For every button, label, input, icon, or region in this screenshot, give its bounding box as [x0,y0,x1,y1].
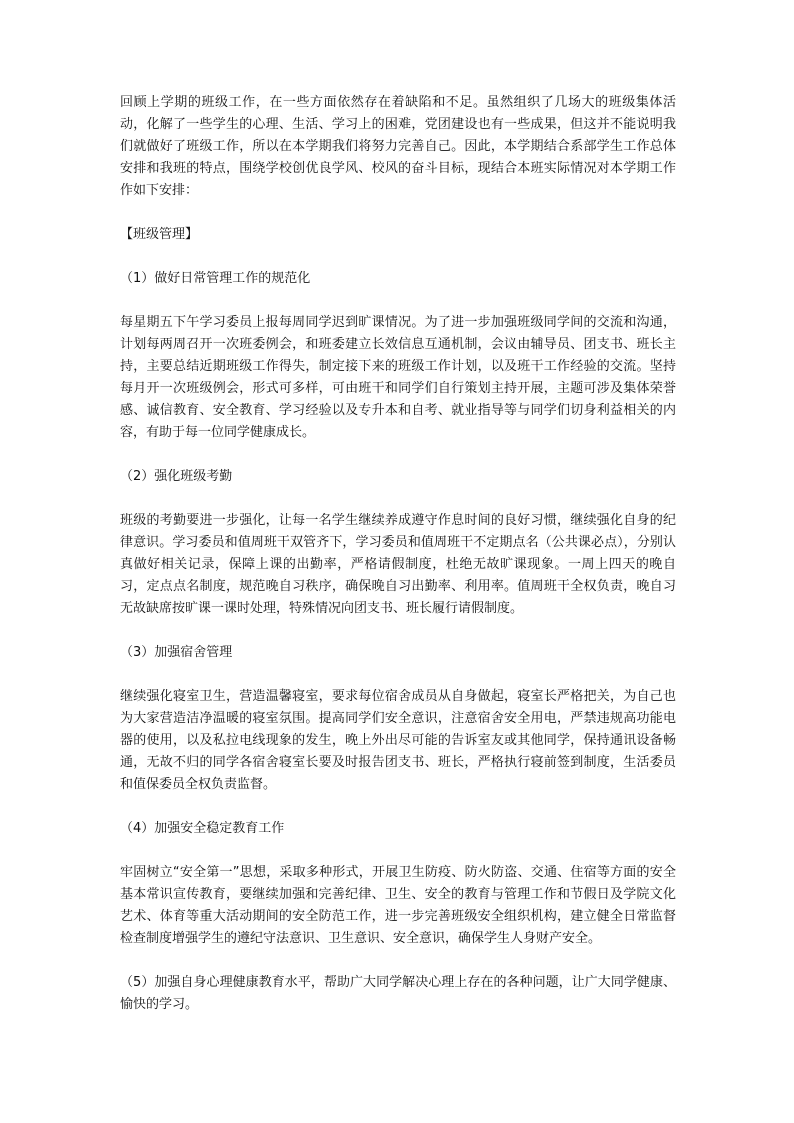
item-2-heading: （2）强化班级考勤 [120,469,233,484]
document-page [120,92,676,1038]
item-1-heading: （1）做好日常管理工作的规范化 [120,271,311,286]
intro-paragraph: 回顾上学期的班级工作，在一些方面依然存在着缺陷和不足。虽然组织了几场大的班级集体活动，化解了一些学生的心理、生活、学习上的困难，党团建设也有一些成果，但这并不能说明我们就做好了班级工作，所以在本学期我们将努力完善自己。因此，本学期结合系部学生工作总体安排和我班的特点，围绕学校创优良学风、校风的奋斗目标，现结合本班实际情况对本学期工作作如下安排： [120,95,676,198]
item-1-body: 每星期五下午学习委员上报每周同学迟到旷课情况。为了进一步加强班级同学间的交流和沟通，计划每两周召开一次班委例会，和班委建立长效信息互通机制，会议由辅导员、团支书、班长主持，主要总结近期班级工作得失，制定接下来的班级工作计划，以及班干工作经验的交流。坚持每月开一次班级例会，形式可多样，可由班干和同学们自行策划主持开展，主题可涉及集体荣誉感、诚信教育、安全教育、学习经验以及专升本和自考、就业指导等与同学们切身利益相关的内容，有助于每一位同学健康成长。 [120,315,676,440]
item-3-body: 继续强化寝室卫生，营造温馨寝室，要求每位宿舍成员从自身做起，寝室长严格把关，为自己也为大家营造洁净温暖的寝室氛围。提高同学们安全意识，注意宿舍安全用电，严禁违规高功能电器的使用，以及私拉电线现象的发生，晚上外出尽可能的告诉室友或其他同学，保持通讯设备畅通，无故不归的同学各宿舍寝室长要及时报告团支书、班长，严格执行寝前签到制度，生活委员和值保委员全权负责监督。 [120,689,676,792]
section-title: 【班级管理】 [120,227,199,242]
closing-paragraph: （5）加强自身心理健康教育水平，帮助广大同学解决心理上存在的各种问题，让广大同学健康、愉快的学习。 [120,975,676,1012]
item-4-body: 牢固树立“安全第一”思想，采取多种形式，开展卫生防疫、防火防盗、交通、住宿等方面的安全基本常识宣传教育，要继续加强和完善纪律、卫生、安全的教育与管理工作和节假日及学院文化艺术、体育等重大活动期间的安全防范工作，进一步完善班级安全组织机构，建立健全日常监督检查制度增强学生的遵纪守法意识、卫生意识、安全意识，确保学生人身财产安全。 [120,865,676,946]
item-2-body: 班级的考勤要进一步强化，让每一名学生继续养成遵守作息时间的良好习惯，继续强化自身的纪律意识。学习委员和值周班干双管齐下，学习委员和值周班干不定期点名（公共课必点），分别认真做好相关记录，保障上课的出勤率，严格请假制度，杜绝无故旷课现象。一周上四天的晚自习，定点点名制度，规范晚自习秩序，确保晚自习出勤率、利用率。值周班干全权负责，晚自习无故缺席按旷课一课时处理，特殊情况向团支书、班长履行请假制度。 [120,513,676,616]
item-3-heading: （3）加强宿舍管理 [120,645,233,660]
item-4-heading: （4）加强安全稳定教育工作 [120,821,285,836]
